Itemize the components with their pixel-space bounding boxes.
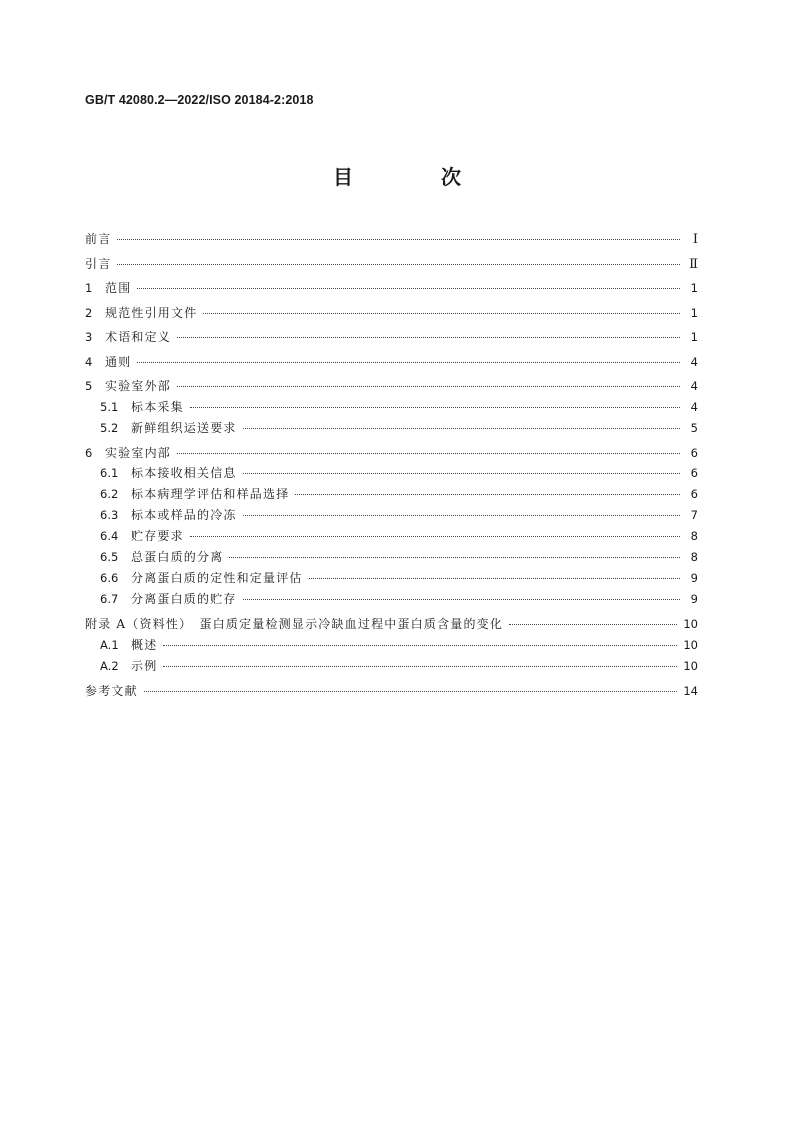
toc-entry[interactable] bbox=[85, 591, 698, 612]
toc-entry[interactable] bbox=[85, 549, 698, 570]
toc-entry-page: 1 bbox=[690, 305, 698, 320]
toc-entry-page: 6 bbox=[690, 466, 698, 480]
toc-title: 目 次 bbox=[333, 165, 495, 189]
toc-entry[interactable] bbox=[85, 441, 698, 466]
toc-entry-number: 4 bbox=[85, 354, 93, 369]
dot-leader bbox=[137, 288, 680, 289]
toc-entry[interactable] bbox=[85, 399, 698, 420]
standard-number: GB/T 42080.2—2022/ISO 20184-2:2018 bbox=[85, 93, 314, 107]
toc-entry[interactable] bbox=[85, 252, 698, 277]
toc-entry-number: 6.3 bbox=[100, 508, 119, 522]
toc-entry-page: 4 bbox=[690, 399, 698, 414]
toc-entry[interactable] bbox=[85, 301, 698, 326]
toc-entry-page: 1 bbox=[690, 330, 698, 344]
toc-entry-label: 标本或样品的冷冻 bbox=[131, 508, 237, 522]
dot-leader bbox=[163, 645, 677, 646]
toc-entry[interactable] bbox=[85, 658, 698, 679]
dot-leader bbox=[243, 599, 680, 600]
toc-entry[interactable] bbox=[85, 350, 698, 375]
toc-entry-page: Ⅰ bbox=[692, 232, 698, 247]
toc-entry-label: 概述 bbox=[131, 637, 158, 652]
toc-entry-page: 10 bbox=[683, 658, 698, 673]
toc-entry-number: 5.1 bbox=[100, 399, 119, 414]
toc-entry[interactable] bbox=[85, 528, 698, 549]
dot-leader bbox=[229, 557, 680, 558]
toc-entry-label: 引言 bbox=[85, 256, 112, 271]
dot-leader bbox=[509, 624, 677, 625]
toc-entry-label: 实验室内部 bbox=[105, 445, 172, 460]
toc-entry-label: 新鲜组织运送要求 bbox=[131, 420, 237, 435]
toc-entry-page: 9 bbox=[690, 592, 698, 606]
toc-entry-number: 1 bbox=[85, 281, 93, 295]
dot-leader bbox=[177, 386, 680, 387]
dot-leader bbox=[163, 666, 677, 667]
toc-entry-page: 8 bbox=[690, 529, 698, 543]
toc-entry-page: 9 bbox=[690, 571, 698, 585]
toc-entry[interactable] bbox=[85, 465, 698, 486]
toc-entry-label: 标本接收相关信息 bbox=[131, 466, 237, 480]
toc-entry-page: 7 bbox=[690, 508, 698, 522]
toc-entry-page: 10 bbox=[683, 617, 698, 631]
toc-entry-label: 贮存要求 bbox=[131, 529, 184, 543]
toc-entry-page: 8 bbox=[690, 550, 698, 564]
toc-entry-label: 实验室外部 bbox=[105, 379, 172, 393]
dot-leader bbox=[117, 239, 680, 240]
dot-leader bbox=[243, 473, 680, 474]
toc-entry-number: 6.5 bbox=[100, 550, 119, 564]
toc-entry[interactable] bbox=[85, 420, 698, 441]
dot-leader bbox=[144, 691, 678, 692]
toc-entry-page: 5 bbox=[690, 420, 698, 435]
toc-entry[interactable] bbox=[85, 325, 698, 350]
toc-entry-number: 6.4 bbox=[100, 529, 119, 543]
toc-entry[interactable] bbox=[85, 374, 698, 399]
dot-leader bbox=[190, 407, 680, 408]
toc-entry-label: 规范性引用文件 bbox=[105, 305, 198, 320]
toc-entry[interactable] bbox=[85, 486, 698, 507]
dot-leader bbox=[177, 337, 680, 338]
toc-entry-label: 标本病理学评估和样品选择 bbox=[131, 487, 290, 501]
table-of-contents bbox=[85, 227, 698, 703]
toc-entry-number: 2 bbox=[85, 305, 93, 320]
toc-entry-label: 通则 bbox=[105, 354, 132, 369]
dot-leader bbox=[117, 264, 680, 265]
toc-entry-page: 6 bbox=[690, 487, 698, 501]
toc-entry-label: 参考文献 bbox=[85, 683, 138, 698]
toc-entry[interactable] bbox=[85, 570, 698, 591]
toc-entry-number: 3 bbox=[85, 330, 93, 344]
toc-entry-label: 附录 A（资料性） 蛋白质定量检测显示冷缺血过程中蛋白质含量的变化 bbox=[85, 617, 504, 631]
toc-entry-number: 6.2 bbox=[100, 487, 119, 501]
dot-leader bbox=[295, 494, 680, 495]
toc-entry-number: 6.7 bbox=[100, 592, 119, 606]
toc-entry-number: A.2 bbox=[100, 658, 119, 673]
toc-entry-page: 10 bbox=[683, 637, 698, 652]
toc-entry-number: 5 bbox=[85, 379, 93, 393]
toc-entry[interactable] bbox=[85, 507, 698, 528]
dot-leader bbox=[243, 515, 680, 516]
toc-entry-label: 术语和定义 bbox=[105, 330, 172, 344]
toc-entry-label: 总蛋白质的分离 bbox=[131, 550, 224, 564]
toc-entry-number: 6.6 bbox=[100, 571, 119, 585]
toc-entry-label: 标本采集 bbox=[131, 399, 184, 414]
toc-entry-page: 6 bbox=[690, 445, 698, 460]
dot-leader bbox=[137, 362, 680, 363]
toc-entry-label: 前言 bbox=[85, 232, 112, 246]
dot-leader bbox=[190, 536, 680, 537]
toc-entry-page: 1 bbox=[690, 281, 698, 295]
toc-entry[interactable] bbox=[85, 637, 698, 658]
toc-entry[interactable] bbox=[85, 227, 698, 252]
toc-entry[interactable] bbox=[85, 612, 698, 637]
toc-entry-page: 4 bbox=[690, 379, 698, 393]
toc-entry-number: 6 bbox=[85, 445, 93, 460]
toc-entry-label: 范围 bbox=[105, 281, 132, 295]
toc-entry-number: A.1 bbox=[100, 637, 119, 652]
toc-entry-page: 4 bbox=[690, 354, 698, 369]
toc-entry-number: 6.1 bbox=[100, 466, 119, 480]
toc-entry-label: 分离蛋白质的贮存 bbox=[131, 592, 237, 606]
dot-leader bbox=[203, 313, 680, 314]
toc-entry-page: Ⅱ bbox=[689, 256, 698, 272]
toc-entry-page: 14 bbox=[683, 683, 698, 698]
dot-leader bbox=[243, 428, 680, 429]
dot-leader bbox=[309, 578, 680, 579]
toc-entry[interactable] bbox=[85, 276, 698, 301]
toc-entry-label: 示例 bbox=[131, 658, 158, 673]
toc-entry-label: 分离蛋白质的定性和定量评估 bbox=[131, 571, 303, 585]
toc-entry-number: 5.2 bbox=[100, 420, 119, 435]
dot-leader bbox=[177, 453, 680, 454]
toc-entry[interactable] bbox=[85, 679, 698, 704]
